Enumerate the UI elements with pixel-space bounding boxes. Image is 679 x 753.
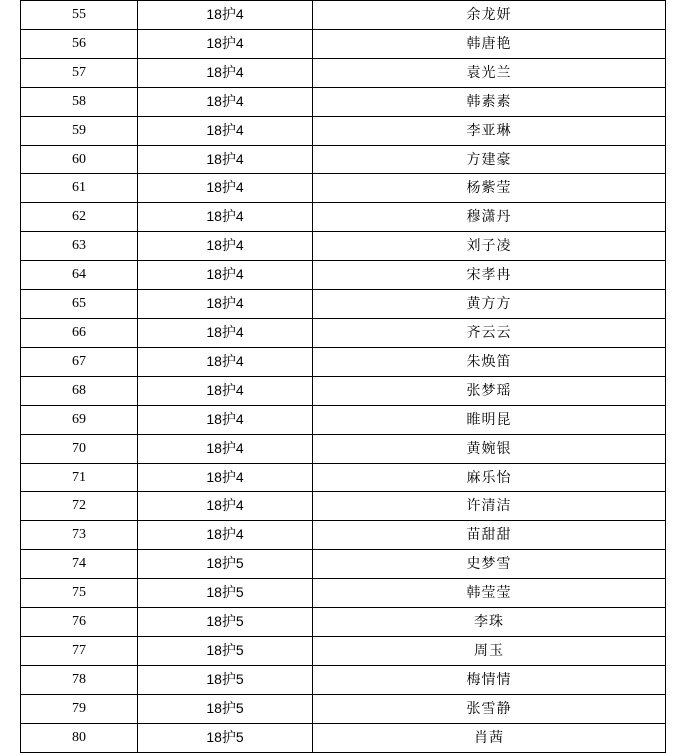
table-row [21,203,666,232]
cell-student-name: 韩唐艳 [313,29,666,58]
cell-class: 18护4 [138,492,313,521]
table-row [21,636,666,665]
cell-student-name: 宋孝冉 [313,261,666,290]
cell-class: 18护4 [138,145,313,174]
table-row [21,463,666,492]
roster-table-body [21,1,666,753]
table-row [21,723,666,752]
cell-student-name: 穆潇丹 [313,203,666,232]
cell-class: 18护4 [138,29,313,58]
cell-student-name: 杨紫莹 [313,174,666,203]
cell-student-name: 刘子凌 [313,232,666,261]
table-row [21,521,666,550]
cell-index: 80 [21,723,138,752]
cell-index: 69 [21,405,138,434]
table-row [21,174,666,203]
table-row [21,29,666,58]
cell-student-name: 睢明昆 [313,405,666,434]
cell-index: 58 [21,87,138,116]
cell-class: 18护4 [138,1,313,30]
cell-student-name: 黄方方 [313,290,666,319]
cell-student-name: 史梦雪 [313,550,666,579]
cell-student-name: 麻乐怡 [313,463,666,492]
cell-index: 77 [21,636,138,665]
cell-class: 18护4 [138,203,313,232]
cell-student-name: 肖茜 [313,723,666,752]
cell-index: 62 [21,203,138,232]
cell-index: 55 [21,1,138,30]
cell-class: 18护4 [138,463,313,492]
cell-index: 73 [21,521,138,550]
cell-class: 18护4 [138,261,313,290]
table-row [21,145,666,174]
cell-class: 18护4 [138,405,313,434]
cell-class: 18护4 [138,376,313,405]
cell-class: 18护4 [138,318,313,347]
table-row [21,87,666,116]
table-row [21,347,666,376]
cell-index: 71 [21,463,138,492]
table-row [21,434,666,463]
table-row [21,58,666,87]
cell-student-name: 朱焕笛 [313,347,666,376]
cell-index: 63 [21,232,138,261]
cell-index: 65 [21,290,138,319]
cell-student-name: 李亚琳 [313,116,666,145]
cell-student-name: 袁光兰 [313,58,666,87]
cell-index: 79 [21,694,138,723]
cell-index: 72 [21,492,138,521]
cell-index: 59 [21,116,138,145]
table-row [21,550,666,579]
roster-table [20,0,666,753]
cell-student-name: 李珠 [313,608,666,637]
cell-class: 18护4 [138,521,313,550]
table-row [21,290,666,319]
cell-class: 18护5 [138,723,313,752]
table-row [21,579,666,608]
cell-index: 78 [21,665,138,694]
cell-index: 61 [21,174,138,203]
cell-class: 18护4 [138,58,313,87]
table-row [21,1,666,30]
cell-student-name: 方建豪 [313,145,666,174]
cell-student-name: 许清洁 [313,492,666,521]
cell-student-name: 苗甜甜 [313,521,666,550]
table-row [21,232,666,261]
cell-student-name: 韩莹莹 [313,579,666,608]
cell-index: 67 [21,347,138,376]
cell-class: 18护5 [138,608,313,637]
table-row [21,116,666,145]
cell-class: 18护5 [138,665,313,694]
cell-index: 68 [21,376,138,405]
table-row [21,405,666,434]
cell-class: 18护4 [138,87,313,116]
cell-class: 18护4 [138,347,313,376]
cell-index: 64 [21,261,138,290]
cell-class: 18护4 [138,116,313,145]
cell-student-name: 张雪静 [313,694,666,723]
cell-index: 76 [21,608,138,637]
cell-student-name: 韩素素 [313,87,666,116]
cell-student-name: 黄婉银 [313,434,666,463]
table-row [21,261,666,290]
cell-class: 18护4 [138,434,313,463]
cell-class: 18护5 [138,694,313,723]
table-row [21,376,666,405]
cell-student-name: 梅情情 [313,665,666,694]
table-row [21,608,666,637]
cell-class: 18护4 [138,174,313,203]
cell-index: 75 [21,579,138,608]
table-row [21,665,666,694]
cell-index: 70 [21,434,138,463]
cell-index: 74 [21,550,138,579]
cell-student-name: 张梦瑶 [313,376,666,405]
cell-index: 56 [21,29,138,58]
cell-class: 18护4 [138,232,313,261]
cell-class: 18护4 [138,290,313,319]
cell-index: 57 [21,58,138,87]
cell-class: 18护5 [138,579,313,608]
cell-student-name: 周玉 [313,636,666,665]
table-row [21,492,666,521]
cell-student-name: 齐云云 [313,318,666,347]
cell-index: 60 [21,145,138,174]
cell-class: 18护5 [138,550,313,579]
cell-index: 66 [21,318,138,347]
cell-class: 18护5 [138,636,313,665]
table-row [21,694,666,723]
cell-student-name: 余龙妍 [313,1,666,30]
table-row [21,318,666,347]
